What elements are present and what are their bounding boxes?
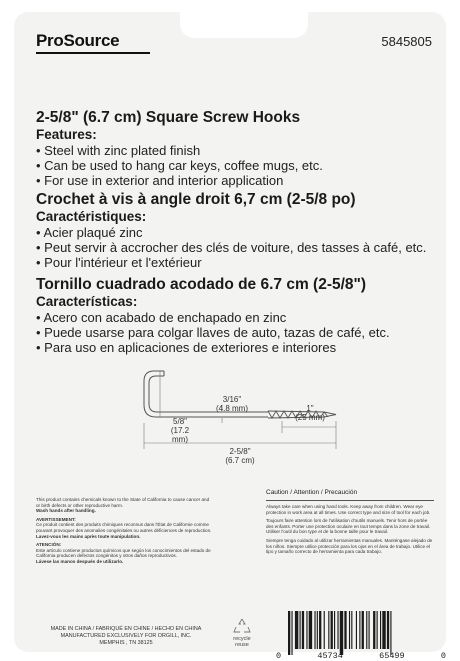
barcode-bar bbox=[291, 611, 292, 655]
wash-fr: Lavez-vous les mains après toute manipulation. bbox=[36, 533, 141, 539]
length-inches: 2-5/8" bbox=[229, 447, 251, 456]
section-english bbox=[36, 108, 446, 188]
barcode-bar bbox=[369, 611, 370, 649]
hook-inner-outline bbox=[149, 376, 176, 412]
wash-en: Wash hands after handling. bbox=[36, 508, 96, 514]
barcode-bar bbox=[317, 611, 318, 649]
features-label-english: Features: bbox=[36, 127, 97, 142]
wash-es: Lávese las manos después de utilizarlo. bbox=[36, 558, 124, 564]
address: MEMPHIS , TN 38125 bbox=[99, 640, 153, 646]
barcode-bar bbox=[362, 611, 364, 649]
barcode-bar bbox=[366, 611, 367, 649]
feature-item: • For use in exterior and interior application bbox=[36, 173, 446, 188]
barcode-bar bbox=[387, 611, 389, 649]
barcode-bar bbox=[309, 611, 312, 649]
barcode-bar bbox=[356, 611, 357, 649]
recycle-label: recycle bbox=[233, 636, 251, 642]
height-mm: (17.2 mm) bbox=[170, 426, 190, 444]
length-cm: (6.7 cm) bbox=[225, 456, 255, 465]
title-english: 2-5/8" (6.7 cm) Square Screw Hooks bbox=[36, 109, 301, 126]
barcode-bar bbox=[390, 611, 391, 655]
barcode-bar bbox=[373, 611, 375, 649]
dimension-thread bbox=[292, 404, 328, 422]
barcode-digit-group-left: 45734 bbox=[317, 651, 343, 661]
feature-item: • Pour l'intérieur et l'extérieur bbox=[36, 255, 446, 270]
barcode-bar bbox=[314, 611, 315, 649]
barcode-digits bbox=[276, 651, 446, 661]
barcode-bar bbox=[331, 611, 333, 649]
feature-item: • Para uso en aplicaciones de exteriores e interiores bbox=[36, 340, 446, 355]
features-label-french: Caractéristiques: bbox=[36, 209, 147, 224]
features-label-spanish: Características: bbox=[36, 294, 138, 309]
barcode-bar bbox=[349, 611, 350, 649]
barcode-bar bbox=[295, 611, 298, 649]
caution-es: Siempre tenga cuidado al utilizar herramientas manuales. Manténgase alejado de los niños. Siempre utilice protección para los ojos en el área de trabajo. Utilice el tipo y tamaño correcto de herramienta para cada trabajo. bbox=[266, 537, 433, 555]
thread-mm: (25 mm) bbox=[295, 413, 325, 422]
barcode-bar bbox=[340, 611, 343, 655]
section-french bbox=[36, 190, 446, 270]
warning-en: This product contains chemicals known to the State of California to cause cancer and or birth defects or other reproductive harm. bbox=[36, 497, 210, 508]
caution-fr: Toujours faire attention lors de l'utilisation d'outils manuels. Tenir hors de portée des enfants. Porter une protection oculaire en tout temps dans la zone de travail. Utiliser l'outil du bon type et de la bonne taille pour le travail. bbox=[266, 518, 431, 535]
dimension-gauge bbox=[212, 395, 252, 413]
barcode-bar bbox=[377, 611, 378, 649]
warning-es-heading: ATENCIÓN: bbox=[36, 542, 62, 548]
barcode-digit-lead: 0 bbox=[276, 651, 282, 661]
barcode-bar bbox=[288, 611, 290, 655]
hang-hole bbox=[180, 12, 308, 38]
recycle-icon bbox=[233, 618, 251, 634]
height-inches: 5/8" bbox=[173, 417, 187, 426]
barcode-bar bbox=[334, 611, 335, 649]
logo-underline bbox=[36, 52, 150, 54]
gauge-mm: (4.8 mm) bbox=[216, 404, 248, 413]
thread-inches: 1" bbox=[306, 404, 314, 413]
recycle-mark bbox=[227, 618, 257, 648]
warning-es: Este artículo contiene productos químicos que según los conocimientos del estado de California producen defectos congénitos y otros daños reproductivos. bbox=[36, 547, 211, 559]
gauge-inches: 3/16" bbox=[222, 395, 242, 404]
feature-item: • Can be used to hang car keys, coffee mugs, etc. bbox=[36, 158, 446, 173]
warning-fr: Ce produit contient des produits chimiques reconnus dans l'État de Californie comme pouvant provoquer des anomalies congénitales ou autres déficiences de reproduction. bbox=[36, 522, 212, 533]
screw-hook-diagram bbox=[36, 367, 436, 477]
feature-item: • Peut servir à accrocher des clés de voiture, des tasses à café, etc. bbox=[36, 240, 446, 255]
distributor: MANUFACTURED EXCLUSIVELY FOR ORGILL, INC. bbox=[60, 633, 192, 639]
feature-item: • Acier plaqué zinc bbox=[36, 225, 446, 240]
title-french: Crochet à vis à angle droit 6,7 cm (2-5/8 po) bbox=[36, 191, 356, 208]
barcode-bar bbox=[302, 611, 304, 649]
barcode-bar bbox=[351, 611, 352, 649]
barcode-bar bbox=[380, 611, 381, 649]
feature-item: • Puede usarse para colgar llaves de auto, tazas de café, etc. bbox=[36, 325, 446, 340]
barcode-digit-check: 0 bbox=[440, 651, 446, 661]
dimension-height bbox=[162, 417, 198, 444]
barcode-bar bbox=[359, 611, 360, 649]
feature-item: • Steel with zinc plated finish bbox=[36, 143, 446, 158]
caution-en: Always take care when using hand tools. Keep away from children. Wear eye protection in work area at all times. Use correct type and size of tool for each job. bbox=[266, 504, 431, 515]
barcode-bar bbox=[319, 611, 321, 649]
reuse-label: reuse bbox=[235, 642, 249, 648]
warning-fr-heading: AVERTISSEMENT: bbox=[36, 516, 76, 522]
made-in-china: MADE IN CHINA / FABRIQUÉ EN CHINE / HECHO EN CHINA bbox=[50, 626, 202, 632]
sku-number: 5845805 bbox=[381, 34, 432, 49]
barcode-bar bbox=[306, 611, 307, 649]
product-card bbox=[14, 12, 446, 661]
feature-item: • Acero con acabado de enchapado en zinc bbox=[36, 310, 446, 325]
barcode-digit-group-right: 65499 bbox=[379, 651, 405, 661]
dimension-length bbox=[220, 447, 260, 465]
barcode-bar bbox=[382, 611, 385, 649]
barcode-bar bbox=[337, 611, 338, 649]
barcode-bar bbox=[300, 611, 301, 649]
caution-block bbox=[266, 489, 434, 558]
section-spanish bbox=[36, 275, 446, 355]
origin-info bbox=[36, 626, 216, 647]
barcode-bar bbox=[328, 611, 329, 649]
barcode-bar bbox=[324, 611, 325, 649]
barcode-bar bbox=[344, 611, 346, 649]
title-spanish: Tornillo cuadrado acodado de 6.7 cm (2-5/8") bbox=[36, 276, 367, 293]
prop65-warning bbox=[36, 497, 212, 568]
brand-logo: ProSource bbox=[36, 31, 120, 50]
caution-heading: Caution / Attention / Precaución bbox=[266, 489, 434, 501]
